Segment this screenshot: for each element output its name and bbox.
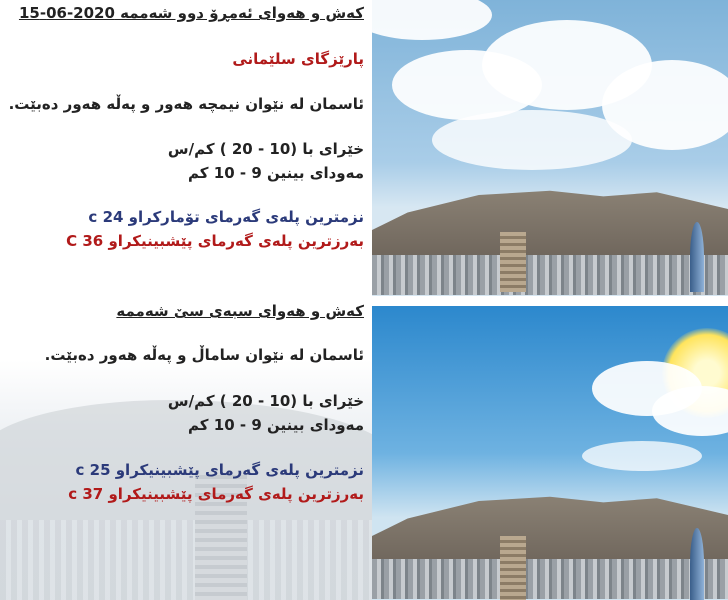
tomorrow-visibility: مەودای بینین 9 - 10 کم bbox=[188, 416, 364, 434]
weather-photo-today bbox=[372, 0, 728, 296]
today-max-temp: بەرزترین پلەی گەرمای پێشبینیکراو 36 C bbox=[66, 232, 364, 250]
tomorrow-wind: خێرای با (10 - 20 ) کم/س bbox=[167, 392, 364, 410]
tomorrow-heading: کەش و هەوای سبەی سێ شەممە bbox=[116, 302, 364, 320]
tomorrow-min-temp: نزمترین پلەی گەرمای پێشبینیکراو 25 c bbox=[75, 461, 364, 479]
today-sky: ئاسمان لە نێوان نیمچە هەور و پەڵە هەور دەبێت. bbox=[8, 95, 364, 113]
province-name: پارێزگای سلێمانی bbox=[232, 50, 364, 68]
today-heading: کەش و هەوای ئەمڕۆ دوو شەممە 2020-06-15 bbox=[18, 4, 364, 22]
today-visibility: مەودای بینین 9 - 10 کم bbox=[188, 164, 364, 182]
tomorrow-sky: ئاسمان لە نێوان ساماڵ و پەڵە هەور دەبێت. bbox=[44, 346, 364, 364]
today-min-temp: نزمترین پلەی گەرمای تۆمارکراو 24 c bbox=[88, 208, 364, 226]
weather-photo-tomorrow bbox=[372, 306, 728, 600]
tomorrow-max-temp: بەرزترین پلەی گەرمای پێشبینیکراو 37 c bbox=[68, 485, 364, 503]
today-wind: خێرای با (10 - 20 ) کم/س bbox=[167, 140, 364, 158]
